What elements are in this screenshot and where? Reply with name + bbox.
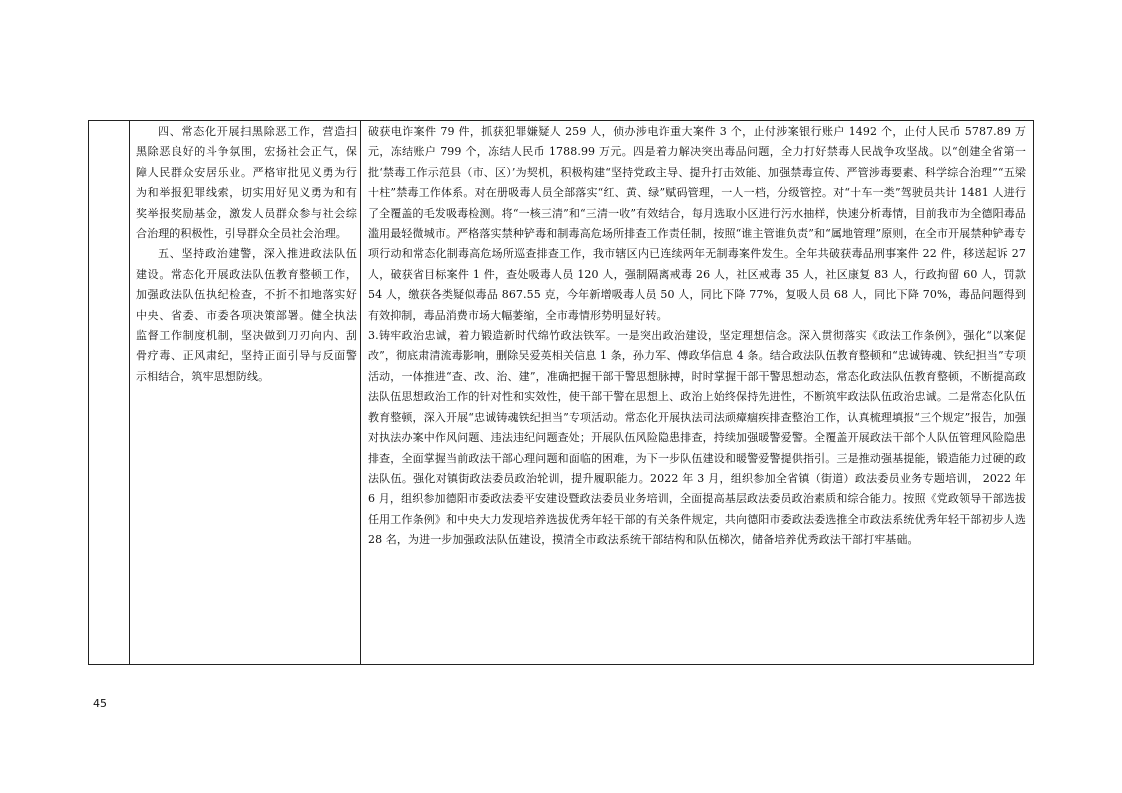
paragraph-measure-4: 四、常态化开展扫黑除恶工作，营造扫黑除恶良好的斗争氛围，宏扬社会正气，保障人民群众安居乐业。严格审批见义勇为行为和举报犯罪线索，切实用好见义勇为和有奖举报奖励基金，激发人员群众参与社会综合治理的积极性，引导群众全员社会治理。	[136, 125, 357, 241]
paragraph-measure-5: 五、坚持政治建警，深入推进政法队伍建设。常态化开展政法队伍教育整顿工作，加强政法队伍执纪检查，不折不扣地落实好中央、省委、市委各项决策部署。健全执法监督工作制度机制，坚决做到刀刃向内、刮骨疗毒、正风肃纪，坚持正面引导与反面警示相结合，筑牢思想防线。	[136, 247, 357, 383]
progress-cell	[361, 121, 1035, 551]
measures-cell	[130, 121, 360, 387]
paragraph-drug-control: 破获电诈案件 79 件，抓获犯罪嫌疑人 259 人，侦办涉电诈重大案件 3 个，止付涉案银行账户 1492 个，止付人民币 5787.89 万元，冻结账户 799 个，冻结人民币 1788.99 万元。四是着力解决突出毒品问题，全力打好禁毒人民战争攻坚战。以“创建全省第一批‘禁毒工作示范县（市、区）’为契机，积极构建“坚持党政主导、提升打击效能、加强禁毒宣传、严管涉毒要素、科学综合治理”“五梁十柱”禁毒工作体系。对在册吸毒人员全部落实“红、黄、绿”赋码管理，一人一档，分级管控。对“十车一类”驾驶员共计 1481 人进行了全覆盖的毛发吸毒检测。将“一核三清”和“三清一收”有效结合，每月选取小区进行污水抽样，快速分析毒情，目前我市为全德阳毒品滥用最轻微城市。严格落实禁种铲毒和制毒高危场所排查工作责任制，按照“谁主管谁负责”和“属地管理”原则，在全市开展禁种铲毒专项行动和常态化制毒高危场所巡查排查工作，我市辖区内已连续两年无制毒案件发生。全年共破获毒品刑事案件 22 件，移送起诉 27 人，破获省目标案件 1 件，查处吸毒人员 120 人，强制隔离戒毒 26 人，社区戒毒 35 人，社区康复 83 人，行政拘留 60 人，罚款 54 人，缴获各类疑似毒品 867.55 克，今年新增吸毒人员 50 人，同比下降 77%，复吸人员 68 人，同比下降 70%，毒品问题得到有效抑制，毒品消费市场大幅萎缩，全市毒情形势明显好转。	[368, 125, 1026, 322]
paragraph-political-loyalty: 3.铸牢政治忠诚，着力锻造新时代绵竹政法铁军。一是突出政治建设，坚定理想信念。深入贯彻落实《政法工作条例》，强化“以案促改”，彻底肃清流毒影响，删除吴爱英相关信息 1 条，孙力军、傅政华信息 4 条。结合政法队伍教育整顿和“忠诚铸魂、铁纪担当”专项活动，一体推进“查、改、治、建”，准确把握干部干警思想脉搏，时时掌握干部干警思想动态，常态化政法队伍教育整顿，不断提高政法队伍思想政治工作的针对性和实效性，使干部干警在思想上、政治上始终保持先进性，不断筑牢政法队伍政治忠诚。二是常态化队伍教育整顿，深入开展“忠诚铸魂铁纪担当”专项活动。常态化开展执法司法顽瘴痼疾排查整治工作，认真梳理填报“三个规定”报告，加强对执法办案中作风问题、违法违纪问题查处；开展队伍风险隐患排查，持续加强暖警爱警。全覆盖开展政法干部个人队伍管理风险隐患排查，全面掌握当前政法干部心理问题和面临的困难，为下一步队伍建设和暖警爱警提供指引。三是推动强基提能，锻造能力过硬的政法队伍。强化对镇街政法委员政治轮训，提升履职能力。2022 年 3 月，组织参加全省镇（街道）政法委员业务专题培训， 2022 年 6 月，组织参加德阳市委政法委平安建设暨政法委员业务培训，全面提高基层政法委员政治素质和综合能力。按照《党政领导干部选拔任用工作条例》和中央大力发现培养选拔优秀年轻干部的有关条件规定，共向德阳市委政法委选推全市政法系统优秀年轻干部初步人选 28 名，为进一步加强政法队伍建设，摸清全市政法系统干部结构和队伍梯次，储备培养优秀政法干部打牢基础。	[368, 329, 1026, 547]
page-number: 45	[93, 697, 107, 710]
content-table	[88, 120, 1034, 665]
